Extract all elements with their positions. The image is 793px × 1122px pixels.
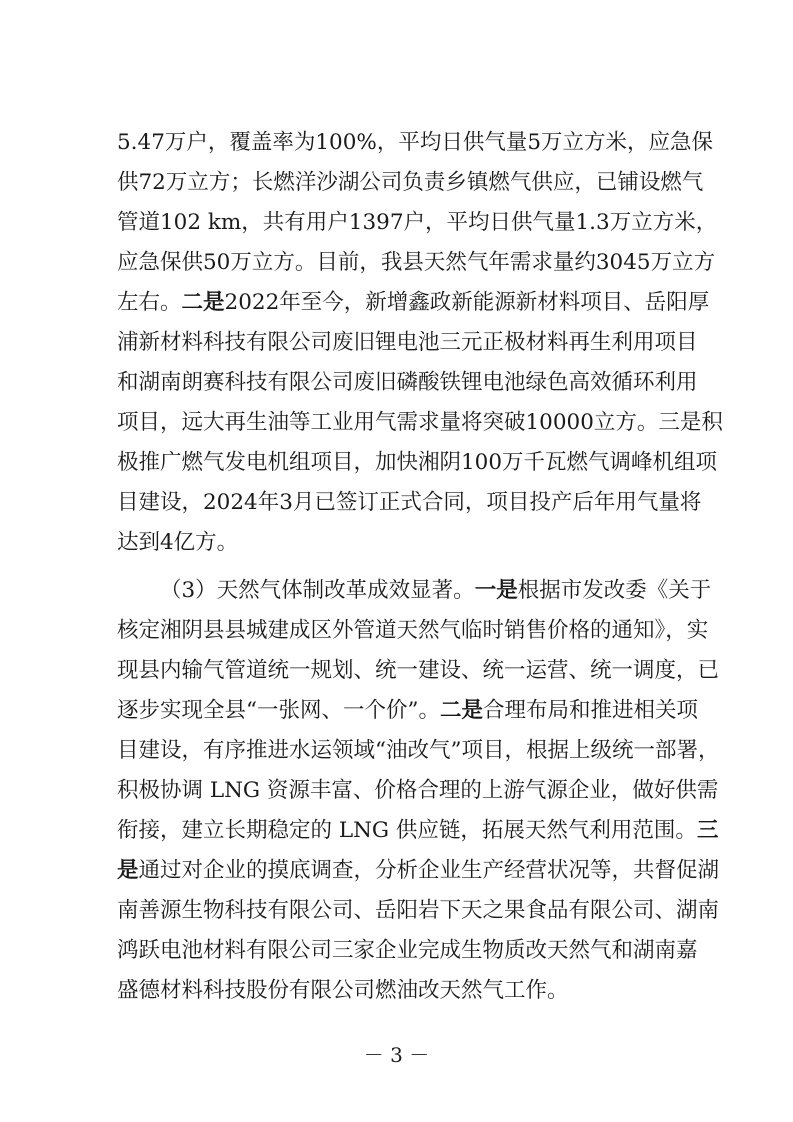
paragraph-line: 项目，远大再生油等工业用气需求量将突破10000立方。三是积 bbox=[117, 410, 723, 435]
paragraph-line: 衔接，建立长期稳定的 LNG 供应链，拓展天然气利用范围。三 bbox=[117, 818, 719, 843]
emphasis-text: 二是 bbox=[440, 698, 484, 723]
paragraph-line: 核定湘阴县县城建成区外管道天然气临时销售价格的通知》，实 bbox=[117, 618, 709, 643]
paragraph-line: 和湖南朗赛科技有限公司废旧磷酸铁锂电池绿色高效循环利用 bbox=[117, 370, 698, 395]
paragraph-line: 左右。二是2022年至今，新增鑫政新能源新材料项目、岳阳厚 bbox=[117, 290, 710, 315]
paragraph-line: 达到4亿方。 bbox=[117, 530, 239, 555]
paragraph-line: 现县内输气管道统一规划、统一建设、统一运营、统一调度，已 bbox=[117, 658, 720, 683]
paragraph-line: 应急保供50万立方。目前，我县天然气年需求量约3045万立方 bbox=[117, 250, 716, 275]
emphasis-text: 二是 bbox=[181, 290, 225, 315]
paragraph-line: 目建设，2024年3月已签订正式合同，项目投产后年用气量将 bbox=[117, 490, 702, 515]
page-number: － 3 － bbox=[363, 1043, 430, 1067]
paragraph-line: （3）天然气体制改革成效显著。一是根据市发改委《关于 bbox=[160, 578, 712, 603]
emphasis-text: 三 bbox=[696, 818, 719, 843]
emphasis-text: 一是 bbox=[474, 578, 518, 603]
paragraph-line: 目建设，有序推进水运领域“油改气”项目，根据上级统一部署， bbox=[117, 738, 720, 763]
paragraph-line: 管道102 km，共有用户1397户，平均日供气量1.3万立方米， bbox=[117, 210, 718, 235]
emphasis-text: 是 bbox=[117, 858, 139, 883]
paragraph-line: 5.47万户，覆盖率为100%，平均日供气量5万立方米，应急保 bbox=[117, 130, 714, 155]
paragraph-line: 供72万立方；长燃洋沙湖公司负责乡镇燃气供应，已铺设燃气 bbox=[117, 170, 704, 195]
paragraph-line: 逐步实现全县“一张网、一个价”。二是合理布局和推进相关项 bbox=[117, 698, 699, 723]
paragraph-line: 极推广燃气发电机组项目，加快湘阴100万千瓦燃气调峰机组项 bbox=[117, 450, 718, 475]
paragraph-line: 鸿跃电池材料有限公司三家企业完成生物质改天然气和湖南嘉 bbox=[117, 938, 698, 963]
paragraph-line: 南善源生物科技有限公司、岳阳岩下天之果食品有限公司、湖南 bbox=[117, 898, 720, 923]
paragraph-line: 是通过对企业的摸底调查，分析企业生产经营状况等，共督促湖 bbox=[117, 858, 720, 883]
paragraph-line: 积极协调 LNG 资源丰富、价格合理的上游气源企业，做好供需 bbox=[117, 778, 719, 803]
paragraph-line: 盛德材料科技股份有限公司燃油改天然气工作。 bbox=[117, 978, 569, 1003]
paragraph-line: 浦新材料科技有限公司废旧锂电池三元正极材料再生利用项目 bbox=[117, 330, 698, 355]
